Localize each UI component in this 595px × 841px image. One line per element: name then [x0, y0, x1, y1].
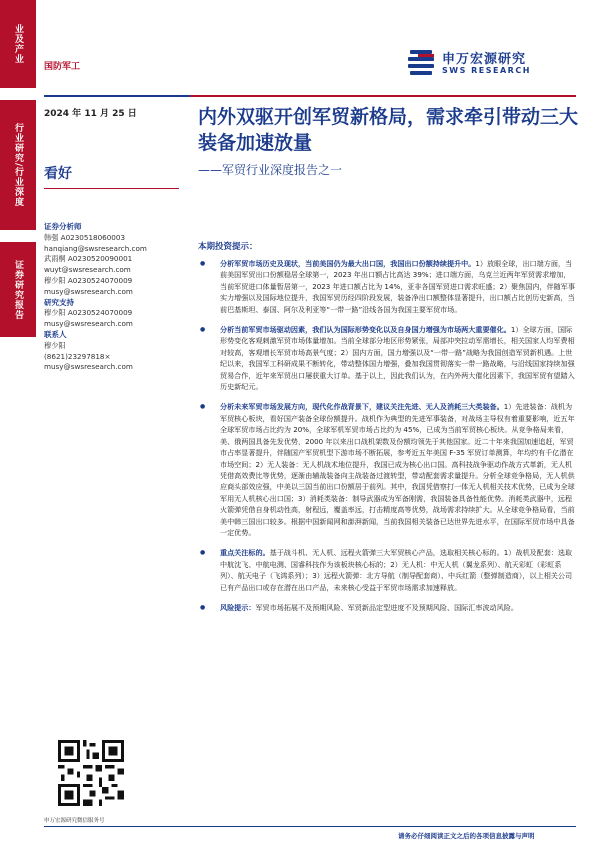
- bullet-body: 1）全球方面，国际形势变化客观刺激军贸市场体量增加。当前全球部分地区形势紧张，局部冲突拉动军需增长，相关国家人均军费相对较高，客观增长军贸市场高景气度；2）国内方面，国力增强以及“一带一路”战略为我国创造军贸新机遇。上世纪以来，我国军工科研成果不断转化，带动整体国力增强，叠加我国贯彻落实一带一路战略，与沿线国家持续加强贸易合作，近年来军贸出口屡获重大订单。基于以上，因此我们认为，在内外两大催化因素下，我国军贸有望踏入历史新纪元。: [220, 325, 575, 392]
- analyst-section-title: 证券分析师: [44, 222, 82, 231]
- contact-line: 穆少阳: [44, 340, 66, 350]
- report-date: 2024 年 11 月 25 日: [44, 109, 137, 119]
- sidebar-tag-industry: [0, 0, 36, 88]
- sidebar-tag-report-type: [0, 100, 36, 230]
- support-line: 穆少阳 A0230524070009: [44, 308, 133, 318]
- support-line: musy@swsresearch.com: [44, 319, 133, 329]
- report-subtitle: ——军贸行业深度报告之一: [198, 163, 343, 177]
- analyst-info: [44, 222, 184, 373]
- sidebar-tag-report-type-text: 行业研究/行业深度: [13, 122, 23, 208]
- bullet-body: 军贸市场拓展不及预期风险、军贸新品定型进度不及预期风险、国际汇率波动风险。: [255, 602, 518, 612]
- analyst-line: wuyt@swsresearch.com: [44, 265, 131, 275]
- analyst-line: 武雨桐 A0230520090001: [44, 254, 133, 264]
- header-divider-accent: [190, 95, 576, 97]
- left-sidebar: [0, 0, 36, 841]
- investment-rating: 看好: [44, 166, 72, 182]
- disclaimer-text: 请务必仔细阅读正文之后的各项信息披露与声明: [398, 832, 535, 840]
- bullet-body: 基于战斗机、无人机、远程火箭弹三大军贸核心产品，选取相关核心标的。1）战机及配套：选取中航沈飞、中航电测、国睿科技作为该板块核心标的；2）无人机：中无人机（翼龙系列）、航天彩虹（彩虹系列）、航天电子（飞鸿系列）；3）远程火箭弹：北方导航（制导配套商）、中兵红箭（整弹制造商），以上相关公司已有产品出口或存在潜在出口产品，未来核心受益于军贸市场需求加速释放。: [220, 548, 573, 592]
- logo-text-cn: 申万宏源研究: [442, 52, 527, 67]
- bullet-lead: 重点关注标的。: [220, 548, 270, 558]
- analyst-line: hanqiang@swsresearch.com: [44, 243, 147, 253]
- analyst-line: 穆少阳 A0230524070009: [44, 275, 133, 285]
- sidebar-tag-industry-text: 业及产业: [13, 24, 23, 64]
- summary-bullet: [198, 324, 576, 392]
- sidebar-tag-report-class-text: 证券研究报告: [13, 259, 23, 320]
- contact-title: 联系人: [44, 329, 67, 339]
- summary-bullet: [198, 258, 576, 315]
- analyst-line: 韩强 A0230518060003: [44, 232, 126, 242]
- footer-divider: [44, 826, 576, 827]
- summary-bullets: [198, 258, 576, 622]
- qr-caption: 申万宏源研究微信服务号: [44, 818, 105, 824]
- research-support-title: 研究支持: [44, 297, 74, 307]
- contact-line: (8621)23297818×: [44, 351, 111, 361]
- summary-bullet: [198, 401, 576, 538]
- bullet-body: 1）放眼全球，出口端方面，当前美国军贸出口份额稳居全球第一，2023 年出口额占比高达 39%；进口端方面，乌克兰近两年军贸需求增加，当前军贸进口体量暂居第一，2023 年进口额占比为 14%，亚非各国军贸进口需求旺盛；2）聚焦国内，伴随军事实力增强以及国际地位提升，我国军贸历经四阶段发展，装备净出口额整体显著提升，出口额占比创历史新高，当前巴基斯坦、泰国、阿尔及利亚等“一带一路”沿线各国为我国主要军贸市场。: [220, 259, 575, 314]
- rating-divider: [44, 188, 179, 189]
- summary-heading: 本期投资提示：: [198, 242, 258, 252]
- bullet-lead: 分析当前军贸市场驱动因素，我们认为国际形势变化以及自身国力增强为市场两大重要催化。: [220, 325, 511, 335]
- sidebar-tag-report-class: [0, 242, 36, 337]
- bullet-lead: 分析军贸市场历史及现状，当前美国仍为最大出口国，我国出口份额持续提升中。: [220, 259, 476, 268]
- qr-code-icon: [58, 740, 124, 806]
- summary-bullet: [198, 602, 576, 613]
- industry-label: 国防军工: [44, 62, 81, 72]
- analyst-line: musy@swsresearch.com: [44, 286, 133, 296]
- bullet-lead: 分析未来军贸市场发展方向，现代化作战背景下，建议关注先进、无人及消耗三大类装备。: [220, 402, 504, 412]
- report-title: 内外双驱开创军贸新格局，需求牵引带动三大装备加速放量: [198, 106, 579, 154]
- bullet-lead: 风险提示：: [220, 602, 256, 612]
- summary-bullet: [198, 547, 576, 593]
- contact-line: musy@swsresearch.com: [44, 362, 133, 372]
- bullet-body: 1）先进装备：战机为军贸核心板块，看好国产装备全球份额提升。战机作为典型的先进军事装备，对战场主导权有着重要影响，近五年全球军贸市场占比约为 20%，全球军机军贸市场占比约为 45%，已成为当前军贸核心板块。从竞争格局来看，美、俄两国具备先发优势，2000 年以来出口战机架数及份额均领先于其他国家。近二十年来我国加速追赶，军贸市占率显著提升，伴随国产军贸机型下游市场不断拓展，参考近五年美国 F-35 军贸订单测算，年均约有千亿潜在市场空间；2）无人装备：无人机战术地位提升，我国已成为核心出口国。高科技战争驱动作战方式革新，无人机凭借高效费比等优势，逐渐由辅战装备向主战装备过渡转型，带动配套需求量提升。分析全球竞争格局，无人机供应商头部效应强，中美以三国当前出口份额居于前列。其中，我国凭借察打一体无人机相关技术优势，已成为全球军用无人机核心出口国；3）消耗类装备：制导武器成为军备刚需，我国装备具备性能优势。消耗类武器中，远程火箭弹凭借自身机动性高，射程远，覆盖率远，打击精度高等优势，战场需求持续扩大。从全球竞争格局看，当前美中韩三国出口较多。根据中国新闻网和澎湃新闻，当前我国相关装备已达世界先进水平，在国际军贸市场中具备一定优势。: [220, 402, 575, 537]
- logo-text-en: SWS RESEARCH: [442, 66, 531, 75]
